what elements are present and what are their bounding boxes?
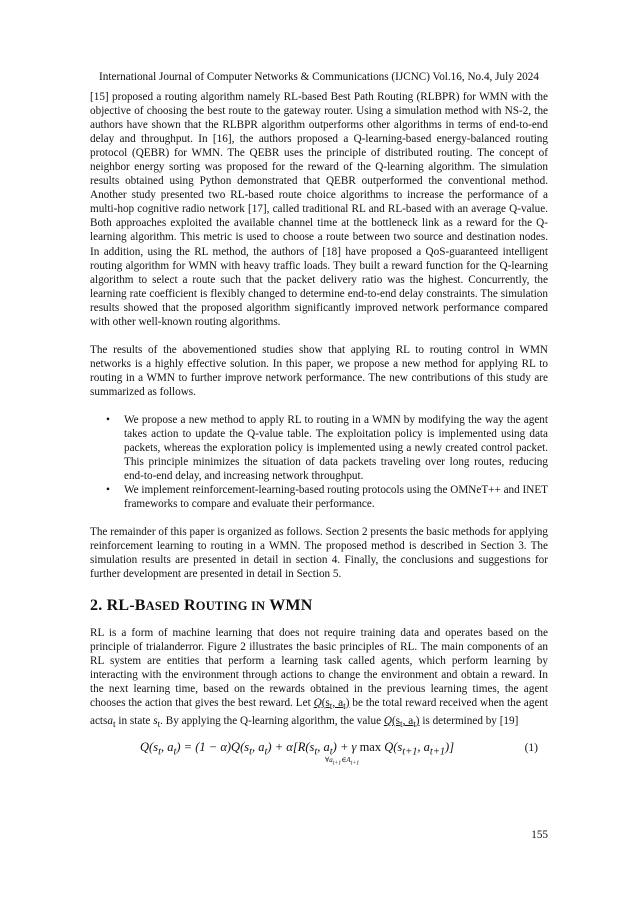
body-text <box>90 90 549 767</box>
bullet-icon: • <box>106 413 110 426</box>
contribution-text: We implement reinforcement-learning-based routing protocols using the OMNeT++ and INET frameworks to compare and evaluate their performance. <box>124 484 548 511</box>
contribution-text: We propose a new method to apply RL to routing in a WMN by modifying the way the agent takes action to update the Q-value table. The exploitation policy is implemented using data packets, whereas the exploration policy is implemented using a newly created control packet. This principle minimizes the situation of data packets traveling over long routes, reducing end-to-end delay, and increasing network throughput. <box>124 413 548 483</box>
contribution-list <box>90 413 548 511</box>
paragraph-related-work: [15] proposed a routing algorithm namely RL-based Best Path Routing (RLBPR) for WMN with the objective of choosing the best route to the gateway router. Using a simulation method with NS-2, the authors have shown that the RLBPR algorithm outperforms other algorithms in terms of end-to-end delay and throughput. In [16], the authors proposed a Q-learning-based energy-balanced routing protocol (QEBR) for WMN. The QEBR uses the principle of distributed routing. The concept of neighbor energy sorting was proposed for the reward of the Q-learning algorithm. The simulation results obtained using Python demonstrated that QEBR outperformed the conventional method. Another study presented two RL-based route choice algorithms to increase the performance of a multi-hop cognitive radio network [17], called traditional RL and RL-based with an average Q-value. Both approaches exploited the available channel time at the bottleneck link as a reward for the Q-learning algorithm. This metric is used to choose a route between two source and destination nodes. In addition, using the RL method, the authors of [18] have proposed a QoS-guaranteed intelligent routing algorithm for WMN with heavy traffic loads. They built a reward function for the Q-learning algorithm to select a route such that the packet delivery ratio was the highest. Concurrently, the learning rate coefficient is flexibly changed to determine end-to-end delay constraints. The simulation results showed that the proposed algorithm significantly improved network performance compared with other well-known routing algorithms. <box>90 91 548 328</box>
paragraph-organization: The remainder of this paper is organized as follows. Section 2 presents the basic methods for applying reinforcement learning to routing in a WMN. The proposed method is described in Section 3. The simulation results are presented in detail in section 4. Finally, the conclusions and suggestions for further development are presented in detail in Section 5. <box>90 526 548 581</box>
bullet-icon: • <box>106 484 110 497</box>
paragraph-summary: The results of the abovementioned studies show that applying RL to routing control in WMN networks is a highly effective solution. In this paper, we propose a new method for applying RL to routing in a WMN to further improve network performance. The new contributions of this study are summarized as follows. <box>90 343 548 398</box>
equation-max-subscript: $\forall a_{t+1}\in A_{t+1}$ <box>325 756 360 767</box>
section-heading: 2. RL-BASED ROUTING IN WMN <box>90 596 313 614</box>
equation-q-learning <box>90 738 548 767</box>
equation-expression: $Q(s_t$, $a_t) = (1 - \alpha)Q(s_t$, $a_t) + \alpha[R(s_t$, $a_t) + \gamma$ $\max Q(s_{t+1}$, $a_{t+1}$)] <box>140 740 455 758</box>
running-header: International Journal of Computer Networks & Communications (IJCNC) Vol.16, No.4, July 2024 <box>99 71 539 83</box>
equation-number: (1) <box>524 742 538 755</box>
contribution-item <box>106 413 548 483</box>
page-number: 155 <box>531 829 548 841</box>
paragraph-rl-intro: RL is a form of machine learning that does not require training data and operates based on the principle of trialanderror. Figure 2 illustrates the basic principles of RL. The main components of an RL system are entities that perform a learning task called agents, which perform learning by interacting with the environment through actions to change the environment and obtain a reward. In the next learning time, based on the rewards obtained in the previous learning times, the agent chooses the action that gives the best reward. Let $Q(s_t$, $a_t$) be the total reward received when the agent actsa$_t$ in state $s_t$. By applying the Q-learning algorithm, the value $Q(s_t$, $a_t$) is determined by [19] <box>90 626 549 731</box>
contribution-item <box>106 483 548 511</box>
